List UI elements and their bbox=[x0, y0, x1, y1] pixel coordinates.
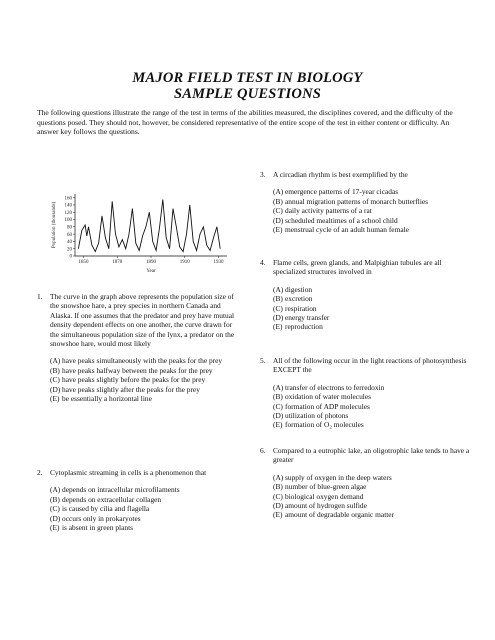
answer-option bbox=[273, 187, 428, 196]
question-stem: A circadian rhythm is best exemplified by the bbox=[273, 170, 408, 179]
option-letter: (C) bbox=[50, 375, 60, 385]
option-letter: (D) bbox=[50, 384, 61, 394]
option-letter: (D) bbox=[273, 411, 284, 421]
question-4 bbox=[260, 258, 470, 332]
option-letter: (A) bbox=[273, 472, 284, 482]
option-text: formation of ADP molecules bbox=[285, 401, 370, 411]
answer-option bbox=[50, 523, 206, 532]
answer-option bbox=[50, 394, 237, 403]
option-letter: (A) bbox=[273, 284, 284, 294]
chart-y-tick-label: 100 bbox=[64, 218, 72, 224]
option-text: digestion bbox=[285, 284, 313, 294]
question-2 bbox=[37, 468, 206, 532]
option-text: daily activity patterns of a rat bbox=[285, 206, 372, 216]
answer-option bbox=[273, 392, 470, 401]
answer-option bbox=[273, 313, 470, 322]
option-text: number of blue-green algae bbox=[285, 482, 367, 492]
chart-x-tick-label: 1890 bbox=[146, 260, 156, 265]
option-letter: (B) bbox=[273, 294, 283, 304]
option-letter: (E) bbox=[50, 394, 60, 404]
chart-y-tick-label: 160 bbox=[64, 196, 72, 202]
answer-option bbox=[273, 510, 470, 519]
answer-option bbox=[273, 501, 470, 510]
answer-option bbox=[273, 304, 470, 313]
option-letter: (B) bbox=[273, 392, 283, 402]
option-text: excretion bbox=[285, 294, 313, 304]
option-letter: (E) bbox=[50, 523, 60, 533]
option-text: transfer of electrons to ferredoxin bbox=[285, 382, 385, 392]
chart-x-tick-label: 1850 bbox=[78, 260, 89, 265]
answer-option bbox=[273, 402, 470, 411]
answer-option bbox=[273, 411, 470, 420]
answer-option bbox=[273, 285, 470, 294]
answer-option bbox=[50, 495, 206, 504]
answer-option bbox=[50, 385, 237, 394]
question-number: 4. bbox=[260, 258, 266, 267]
option-text: be essentially a horizontal line bbox=[62, 394, 152, 404]
option-text: menstrual cycle of an adult human female bbox=[285, 225, 409, 235]
option-letter: (E) bbox=[273, 322, 283, 332]
option-text: scheduled mealtimes of a school child bbox=[285, 215, 398, 225]
answer-option bbox=[50, 366, 237, 375]
question-number: 5. bbox=[260, 356, 266, 365]
option-letter: (C) bbox=[50, 504, 60, 514]
option-text: is absent in green plants bbox=[62, 523, 134, 533]
option-text: amount of hydrogen sulfide bbox=[285, 501, 367, 511]
chart-y-tick-label: 80 bbox=[67, 225, 72, 231]
answer-option bbox=[273, 482, 470, 491]
option-text: biological oxygen demand bbox=[285, 491, 364, 501]
option-text: have peaks halfway between the peaks for the prey bbox=[62, 365, 213, 375]
question-3 bbox=[260, 170, 428, 234]
option-letter: (A) bbox=[50, 356, 61, 366]
answer-option bbox=[273, 225, 428, 234]
answer-option bbox=[273, 294, 470, 303]
option-text: energy transfer bbox=[285, 313, 330, 323]
option-letter: (B) bbox=[273, 482, 283, 492]
option-letter: (C) bbox=[273, 303, 283, 313]
question-number: 1. bbox=[37, 292, 43, 301]
question-stem: Compared to a eutrophic lake, an oligotrophic lake tends to have a greater bbox=[273, 446, 470, 465]
answer-option bbox=[273, 383, 470, 392]
answer-options bbox=[273, 383, 470, 430]
chart-x-tick-label: 1930 bbox=[213, 260, 224, 265]
chart-x-axis-label: Year bbox=[146, 269, 156, 274]
chart-y-tick-label: 140 bbox=[64, 203, 72, 209]
chart-y-axis-label: Population (thousands) bbox=[52, 201, 57, 249]
answer-option bbox=[273, 206, 428, 215]
option-text: is caused by cilia and flagella bbox=[62, 504, 150, 514]
chart-y-tick-label: 40 bbox=[67, 240, 72, 246]
answer-option bbox=[50, 485, 206, 494]
chart-y-tick-label: 0 bbox=[69, 254, 72, 260]
question-stem: Flame cells, green glands, and Malpighian tubules are all specialized structures involved in bbox=[273, 258, 442, 277]
question-6 bbox=[260, 446, 470, 520]
question-stem: Cytoplasmic streaming in cells is a phenomenon that bbox=[50, 468, 207, 477]
option-text: respiration bbox=[285, 303, 317, 313]
answer-option bbox=[273, 322, 470, 331]
intro-paragraph bbox=[37, 108, 463, 137]
population-chart bbox=[37, 186, 237, 276]
option-text: reproduction bbox=[285, 322, 323, 332]
intro-text: The following questions illustrate the range of the test in terms of the abilities measured, the disciplines covered, and the difficulty of the questions posed. They should not, however, be considered representative of the entire scope of the test in either content or difficulty. An answer key follows the questions. bbox=[37, 108, 453, 137]
option-letter: (C) bbox=[273, 491, 283, 501]
option-letter: (C) bbox=[273, 401, 283, 411]
question-stem: The curve in the graph above represents the population size of the snowshoe hare, a prey species in northern Canada and Alaska. If one assumes that the predator and prey have mutual density dependent effects on one another, the curve drawn for the simultaneous population size of the lynx, a predator on the snowshoe hare, would most likely bbox=[50, 292, 235, 349]
answer-option bbox=[50, 356, 237, 365]
chart-y-tick-label: 120 bbox=[64, 210, 72, 216]
question-number: 3. bbox=[260, 170, 266, 179]
option-text: emergence patterns of 17-year cicadas bbox=[285, 187, 399, 197]
option-letter: (A) bbox=[50, 485, 61, 495]
answer-option bbox=[50, 375, 237, 384]
answer-options bbox=[50, 356, 237, 403]
question-number: 6. bbox=[260, 446, 266, 455]
answer-option bbox=[273, 216, 428, 225]
question-1 bbox=[37, 292, 237, 403]
option-text: amount of degradable organic matter bbox=[285, 510, 395, 520]
option-text: depends on intracellular microfilaments bbox=[62, 485, 180, 495]
option-letter: (E) bbox=[273, 510, 283, 520]
answer-options bbox=[50, 485, 206, 532]
question-number: 2. bbox=[37, 468, 43, 477]
answer-options bbox=[273, 473, 470, 520]
answer-option bbox=[50, 504, 206, 513]
answer-options bbox=[273, 285, 470, 332]
option-letter: (C) bbox=[273, 206, 283, 216]
option-text: supply of oxygen in the deep waters bbox=[285, 472, 392, 482]
option-letter: (E) bbox=[273, 225, 283, 235]
question-5 bbox=[260, 356, 470, 430]
chart-y-tick-label: 60 bbox=[67, 232, 72, 238]
option-letter: (D) bbox=[273, 215, 284, 225]
answer-option bbox=[273, 473, 470, 482]
option-text: formation of O₂ molecules bbox=[285, 420, 364, 430]
option-letter: (B) bbox=[50, 494, 60, 504]
option-text: annual migration patterns of monarch butterflies bbox=[285, 196, 429, 206]
option-letter: (B) bbox=[273, 196, 283, 206]
answer-option bbox=[273, 492, 470, 501]
document-title: MAJOR FIELD TEST IN BIOLOGY bbox=[132, 70, 363, 86]
option-letter: (D) bbox=[273, 313, 284, 323]
option-letter: (B) bbox=[50, 365, 60, 375]
option-letter: (E) bbox=[273, 420, 283, 430]
option-text: have peaks simultaneously with the peaks for the prey bbox=[62, 356, 223, 366]
option-text: have peaks slightly before the peaks for the prey bbox=[62, 375, 206, 385]
chart-series-line bbox=[78, 200, 220, 252]
option-text: have peaks slightly after the peaks for the prey bbox=[62, 384, 200, 394]
option-text: occurs only in prokaryotes bbox=[62, 513, 141, 523]
option-text: utilization of photons bbox=[285, 411, 349, 421]
chart-svg bbox=[37, 186, 237, 276]
answer-options bbox=[273, 187, 428, 234]
chart-x-tick-label: 1870 bbox=[112, 260, 123, 265]
option-text: oxidation of water molecules bbox=[285, 392, 371, 402]
chart-y-tick-label: 20 bbox=[67, 247, 72, 253]
option-letter: (A) bbox=[273, 382, 284, 392]
option-letter: (D) bbox=[50, 513, 61, 523]
answer-option bbox=[273, 420, 470, 429]
option-letter: (D) bbox=[273, 501, 284, 511]
question-stem: All of the following occur in the light reactions of photosynthesis EXCEPT the bbox=[273, 356, 467, 375]
document-subtitle: SAMPLE QUESTIONS bbox=[173, 86, 322, 102]
chart-x-tick-label: 1910 bbox=[179, 260, 190, 265]
option-letter: (A) bbox=[273, 187, 284, 197]
option-text: depends on extracellular collagen bbox=[62, 494, 162, 504]
answer-option bbox=[273, 197, 428, 206]
answer-option bbox=[50, 514, 206, 523]
